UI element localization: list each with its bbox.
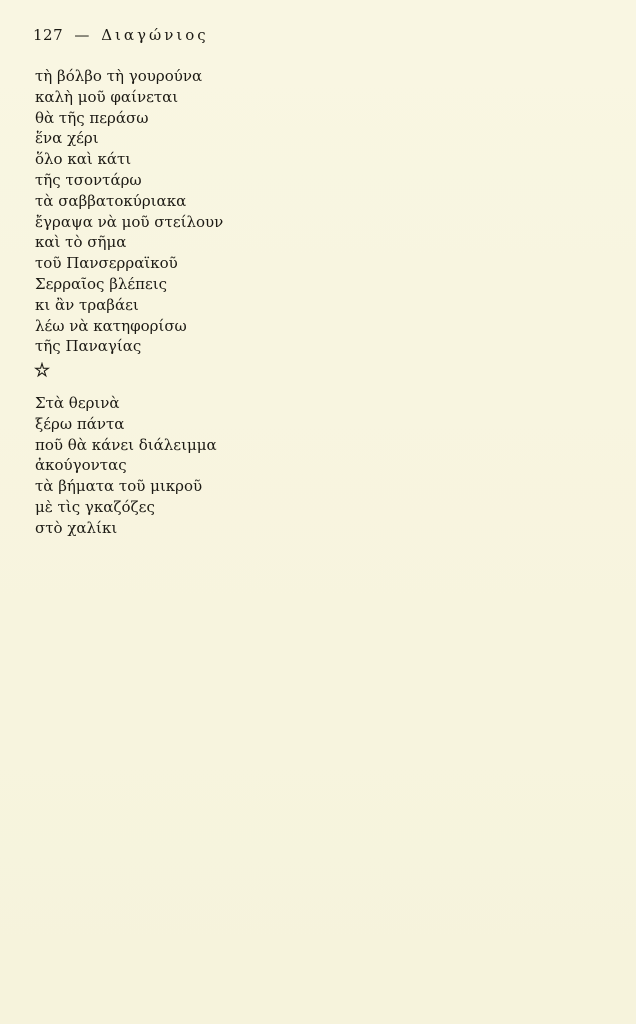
poem-line: τὰ βήματα τοῦ μικροῦ (35, 477, 203, 496)
poem-line: ξέρω πάντα (35, 414, 125, 433)
poem-line: τὰ σαββατοκύριακα (35, 191, 187, 210)
poem-line: τῆς τσοντάρω (35, 170, 142, 189)
book-title: Διαγώνιος (101, 26, 209, 44)
poem-line: καὶ τὸ σῆμα (35, 233, 127, 252)
asterisk-star-icon (34, 362, 50, 378)
stanza-second (35, 393, 217, 539)
poem-line: μὲ τὶς γκαζόζες (35, 497, 155, 516)
poem-line: τῆς Παναγίας (35, 337, 142, 356)
poem-line: στὸ χαλίκι (35, 518, 118, 537)
poem-line: θὰ τῆς περάσω (35, 108, 149, 127)
poem-line: κι ἂν τραβάει (35, 295, 139, 314)
header-dash: — (74, 26, 90, 44)
stanza-first (35, 66, 223, 357)
page-number: 127 (33, 26, 64, 44)
poem-line: ἕνα χέρι (35, 129, 99, 148)
poem-line: λέω νὰ κατηφορίσω (35, 316, 187, 335)
poem-line: καλὴ μοῦ φαίνεται (35, 87, 179, 106)
poem-line: τοῦ Πανσερραϊκοῦ (35, 254, 178, 273)
poem-line: Σερραῖος βλέπεις (35, 274, 168, 293)
poem-line: Στὰ θερινὰ (35, 394, 120, 412)
poem-line: ἔγραψα νὰ μοῦ στείλουν (35, 212, 224, 231)
poem-line: ὅλο καὶ κάτι (35, 150, 132, 169)
poem-line: ἀκούγοντας (35, 456, 127, 475)
running-header (33, 26, 209, 44)
poem-line: ποῦ θὰ κάνει διάλειμμα (35, 435, 217, 454)
poem-line: τὴ βόλβο τὴ γουρούνα (35, 67, 203, 85)
